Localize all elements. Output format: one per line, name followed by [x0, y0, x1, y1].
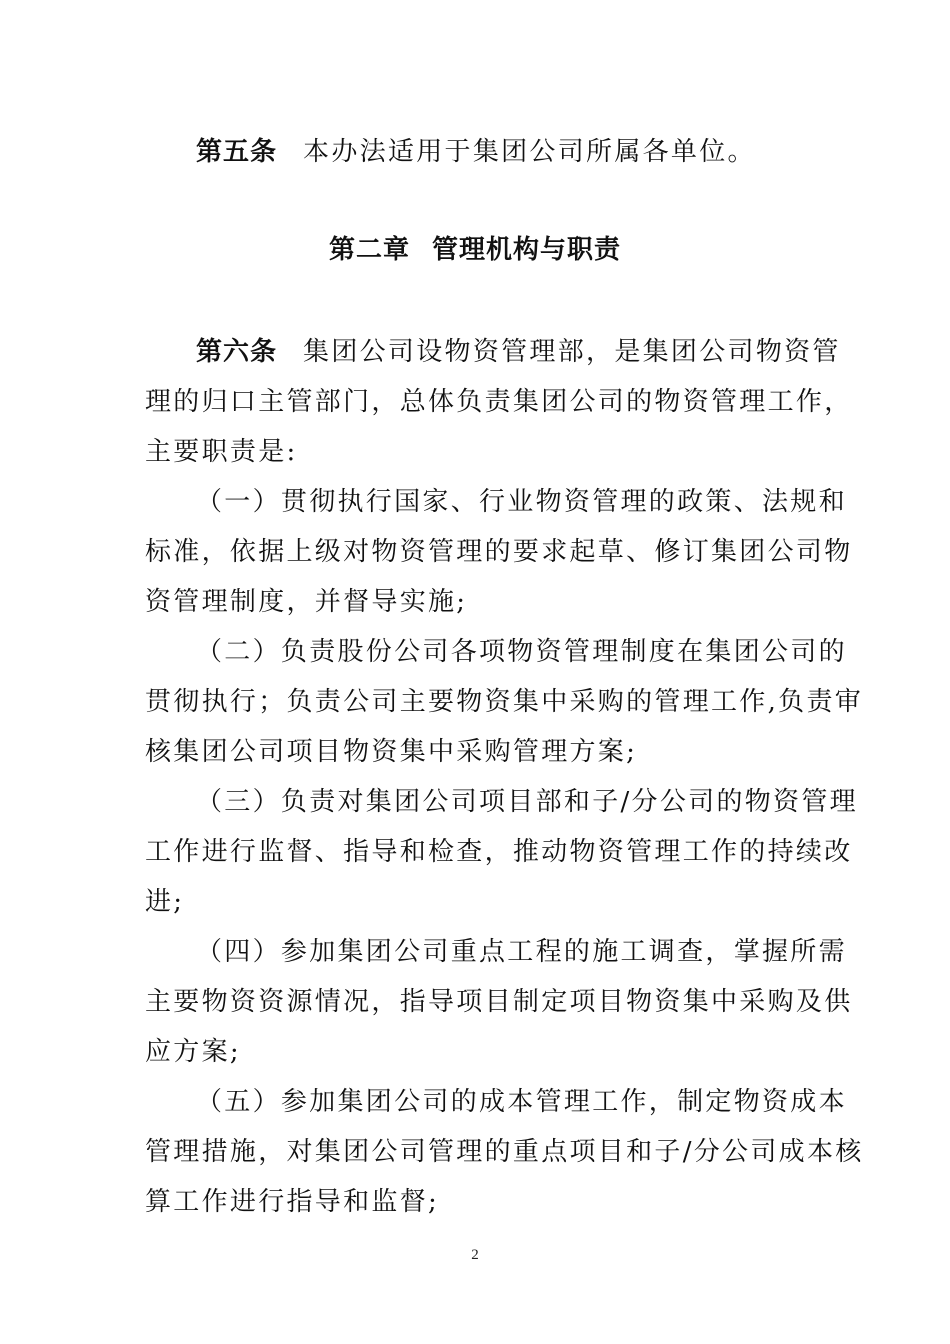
item-5-line-1: （五）参加集团公司的成本管理工作，制定物资成本 — [196, 1087, 847, 1117]
item-1-line-3: 资管理制度，并督导实施; — [145, 587, 468, 617]
article-5-label: 第五条 — [196, 137, 278, 167]
item-4-line-2: 主要物资资源情况，指导项目制定项目物资集中采购及供 — [145, 987, 853, 1017]
chapter-number: 第二章 — [328, 235, 410, 265]
page-number: 2 — [471, 1247, 479, 1263]
item-2-line-2: 贯彻执行；负责公司主要物资集中采购的管理工作,负责审 — [145, 687, 864, 717]
article-6-line-1 — [196, 336, 841, 368]
item-5-line-2: 管理措施，对集团公司管理的重点项目和子/分公司成本核 — [145, 1137, 864, 1167]
item-4-line-3: 应方案; — [145, 1037, 241, 1067]
item-3-line-3: 进; — [145, 887, 185, 917]
chapter-title: 管理机构与职责 — [432, 235, 622, 265]
article-5-text: 本办法适用于集团公司所属各单位。 — [303, 137, 756, 167]
item-1-line-1: （一）贯彻执行国家、行业物资管理的政策、法规和 — [196, 487, 847, 517]
article-5 — [196, 136, 810, 168]
article-6-label: 第六条 — [196, 337, 278, 367]
item-2-line-3: 核集团公司项目物资集中采购管理方案; — [145, 737, 638, 767]
article-6-line-3: 主要职责是: — [145, 437, 298, 467]
item-3-line-1: （三）负责对集团公司项目部和子/分公司的物资管理 — [196, 787, 858, 817]
article-6-text-1: 集团公司设物资管理部，是集团公司物资管 — [303, 337, 841, 367]
item-4-line-1: （四）参加集团公司重点工程的施工调查，掌握所需 — [196, 937, 847, 967]
chapter-heading — [0, 232, 950, 268]
item-1-line-2: 标准，依据上级对物资管理的要求起草、修订集团公司物 — [145, 537, 853, 567]
article-6-line-2: 理的归口主管部门，总体负责集团公司的物资管理工作， — [145, 387, 853, 417]
item-5-line-3: 算工作进行指导和监督; — [145, 1187, 440, 1217]
item-2-line-1: （二）负责股份公司各项物资管理制度在集团公司的 — [196, 637, 847, 667]
item-3-line-2: 工作进行监督、指导和检查，推动物资管理工作的持续改 — [145, 837, 853, 867]
